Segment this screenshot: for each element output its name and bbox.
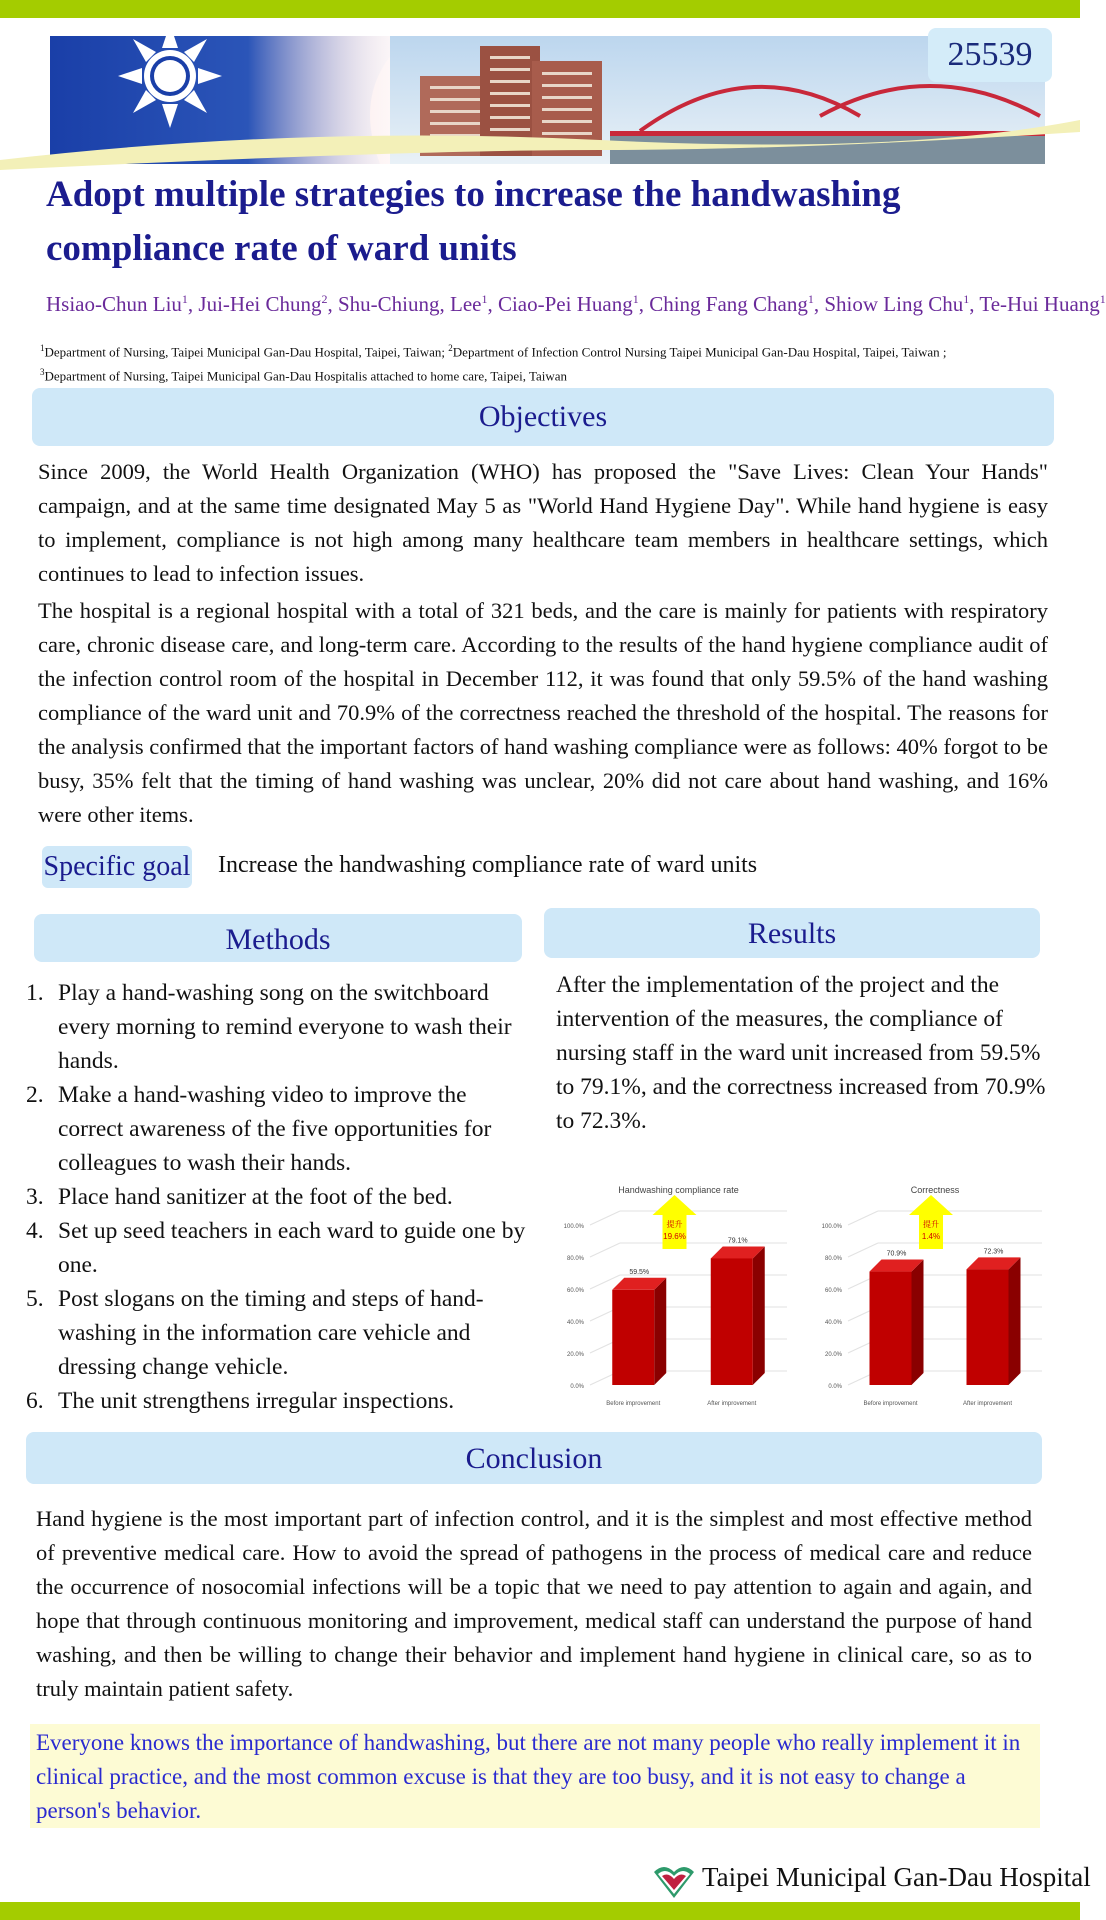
- bar: [870, 1272, 912, 1385]
- method-item: 2. Make a hand-washing video to improve the correct awareness of the five opportunities for colleagues to wash their hands.: [26, 1082, 492, 1176]
- bar: [711, 1258, 753, 1385]
- method-item: 4. Set up seed teachers in each ward to guide one by one.: [26, 1218, 526, 1278]
- chart-panel: [564, 1185, 787, 1407]
- objectives-paragraph-1: Since 2009, the World Health Organization (WHO) has proposed the "Save Lives: Clean Your Hands" campaign, and at the same time designated May 5 as "World Hand Hygiene Day". While hand hygiene is easy to implement, compliance is not high among many healthcare team members in healthcare settings, which continues to lead to infection issues.: [38, 459, 1048, 586]
- method-item: 3. Place hand sanitizer at the foot of the bed.: [26, 1184, 453, 1210]
- y-tick-label: 20.0%: [566, 1352, 584, 1358]
- author: Te-Hui Huang: [979, 292, 1100, 316]
- bar-side: [1009, 1257, 1021, 1385]
- author: Shu-Chiung, Lee: [337, 292, 482, 316]
- y-tick-label: 60.0%: [824, 1288, 842, 1294]
- gridline: [590, 1243, 620, 1257]
- annotation-value: 1.4%: [921, 1232, 941, 1241]
- y-tick-label: 100.0%: [821, 1224, 842, 1230]
- y-tick-label: 0.0%: [570, 1384, 584, 1390]
- methods-heading: Methods: [34, 914, 522, 962]
- poster-title: Adopt multiple strategies to increase the handwashing compliance rate of ward units: [46, 174, 901, 269]
- results-charts: [548, 1175, 1048, 1415]
- specific-goal-text: Increase the handwashing compliance rate of ward units: [218, 852, 758, 878]
- bar-side: [753, 1246, 765, 1385]
- author-list: Hsiao-Chun Liu$^1$, Jui-Hei Chung$^2$, Shu-Chiung, Lee$^1$, Ciao-Pei Huang$^1$, Ching Fang Chang$^1$, Shiow Ling Chu$^1$, Te-Hui Huang$^1$: [46, 292, 1106, 316]
- x-tick-label: Before improvement: [606, 1401, 661, 1407]
- gridline: [848, 1243, 878, 1257]
- chart-title: Correctness: [910, 1185, 960, 1195]
- gridline: [848, 1211, 878, 1225]
- methods-list: [26, 976, 526, 1418]
- results-text: After the implementation of the project and the intervention of the measures, the compliance of nursing staff in the ward unit increased from 59.5% to 79.1%, and the correctness increased from 70.9% to 72.3%.: [556, 972, 1046, 1134]
- hospital-logo-icon: [652, 1862, 696, 1900]
- y-tick-label: 40.0%: [824, 1320, 842, 1326]
- top-accent-bar: [0, 0, 1080, 18]
- author: Shiow Ling Chu: [824, 292, 964, 316]
- method-item: 6. The unit strengthens irregular inspections.: [26, 1388, 455, 1414]
- chart-title: Handwashing compliance rate: [618, 1185, 739, 1195]
- data-label: 70.9%: [886, 1250, 907, 1258]
- bar: [612, 1290, 654, 1385]
- conclusion-text: Hand hygiene is the most important part of infection control, and it is the simplest and most effective method of preventive medical care. How to avoid the spread of pathogens in the process of medical care and reduce the occurrence of nosocomial infections will be a topic that we need to pay attention to again and again, and hope that through continuous monitoring and improvement, medical staff can understand the purpose of hand washing, and then be willing to change their behavior and implement hand hygiene in clinical care, so as to truly maintain patient safety.: [36, 1506, 1032, 1701]
- y-tick-label: 60.0%: [566, 1288, 584, 1294]
- bar: [967, 1269, 1009, 1385]
- results-heading: Results: [544, 908, 1040, 958]
- annotation-label: 提升: [923, 1220, 939, 1229]
- annotation-value: 19.6%: [663, 1232, 686, 1241]
- data-label: 79.1%: [727, 1237, 748, 1245]
- method-item: 5. Post slogans on the timing and steps of hand-washing in the information care vehicle and dressing change vehicle.: [26, 1286, 484, 1380]
- bar-side: [654, 1278, 666, 1385]
- x-tick-label: After improvement: [707, 1401, 757, 1407]
- x-tick-label: After improvement: [962, 1401, 1013, 1407]
- y-tick-label: 80.0%: [566, 1256, 584, 1262]
- bar-side: [912, 1260, 924, 1385]
- specific-goal-tag: Specific goal: [42, 846, 192, 888]
- data-label: 59.5%: [629, 1268, 650, 1276]
- hospital-name: Taipei Municipal Gan-Dau Hospital: [702, 1862, 1091, 1892]
- poster-id-badge: 25539: [928, 28, 1052, 82]
- y-tick-label: 100.0%: [563, 1224, 584, 1230]
- gridline: [590, 1211, 620, 1225]
- bottom-accent-bar: [0, 1902, 1080, 1920]
- author: Ching Fang Chang: [649, 292, 808, 316]
- conclusion-heading: Conclusion: [26, 1432, 1042, 1484]
- y-tick-label: 80.0%: [824, 1256, 842, 1262]
- banner-swoosh: [0, 120, 1080, 170]
- data-label: 72.3%: [983, 1248, 1004, 1256]
- method-item: 1. Play a hand-washing song on the switchboard every morning to remind everyone to wash their hands.: [26, 980, 512, 1074]
- y-tick-label: 20.0%: [824, 1352, 842, 1358]
- author: Hsiao-Chun Liu: [46, 292, 182, 316]
- objectives-heading: Objectives: [32, 388, 1054, 446]
- y-tick-label: 40.0%: [566, 1320, 584, 1326]
- key-message-text: Everyone knows the importance of handwashing, but there are not many people who really implement it in clinical practice, and the most common excuse is that they are too busy, and it is not easy to change a person's behavior.: [36, 1730, 1021, 1823]
- affiliations: $^1$Department of Nursing, Taipei Municipal Gan-Dau Hospital, Taipei, Taiwan; $^2$Department of Infection Control Nursing Taipei Municipal Gan-Dau Hospital, Taipei, Taiwan ; $^3$Department of Nursing, Taipei Municipal Gan-Dau Hospitalis attached to home care, Taipei, Taiwan: [40, 343, 947, 384]
- author: Jui-Hei Chung: [198, 292, 322, 316]
- author: Ciao-Pei Huang: [497, 292, 633, 316]
- x-tick-label: Before improvement: [863, 1401, 918, 1407]
- y-tick-label: 0.0%: [828, 1384, 842, 1390]
- chart-panel: [822, 1185, 1042, 1407]
- annotation-label: 提升: [666, 1220, 683, 1229]
- objectives-paragraph-2: The hospital is a regional hospital with a total of 321 beds, and the care is mainly for patients with respiratory care, chronic disease care, and long-term care. According to the results of the hand hygiene compliance audit of the infection control room of the hospital in December 112, it was found that only 59.5% of the hand washing compliance of the ward unit and 70.9% of the correctness reached the threshold of the hospital. The reasons for the analysis confirmed that the important factors of hand washing compliance were as follows: 40% forgot to be busy, 35% felt that the timing of hand washing was unclear, 20% did not care about hand washing, and 16% were other items.: [38, 598, 1048, 827]
